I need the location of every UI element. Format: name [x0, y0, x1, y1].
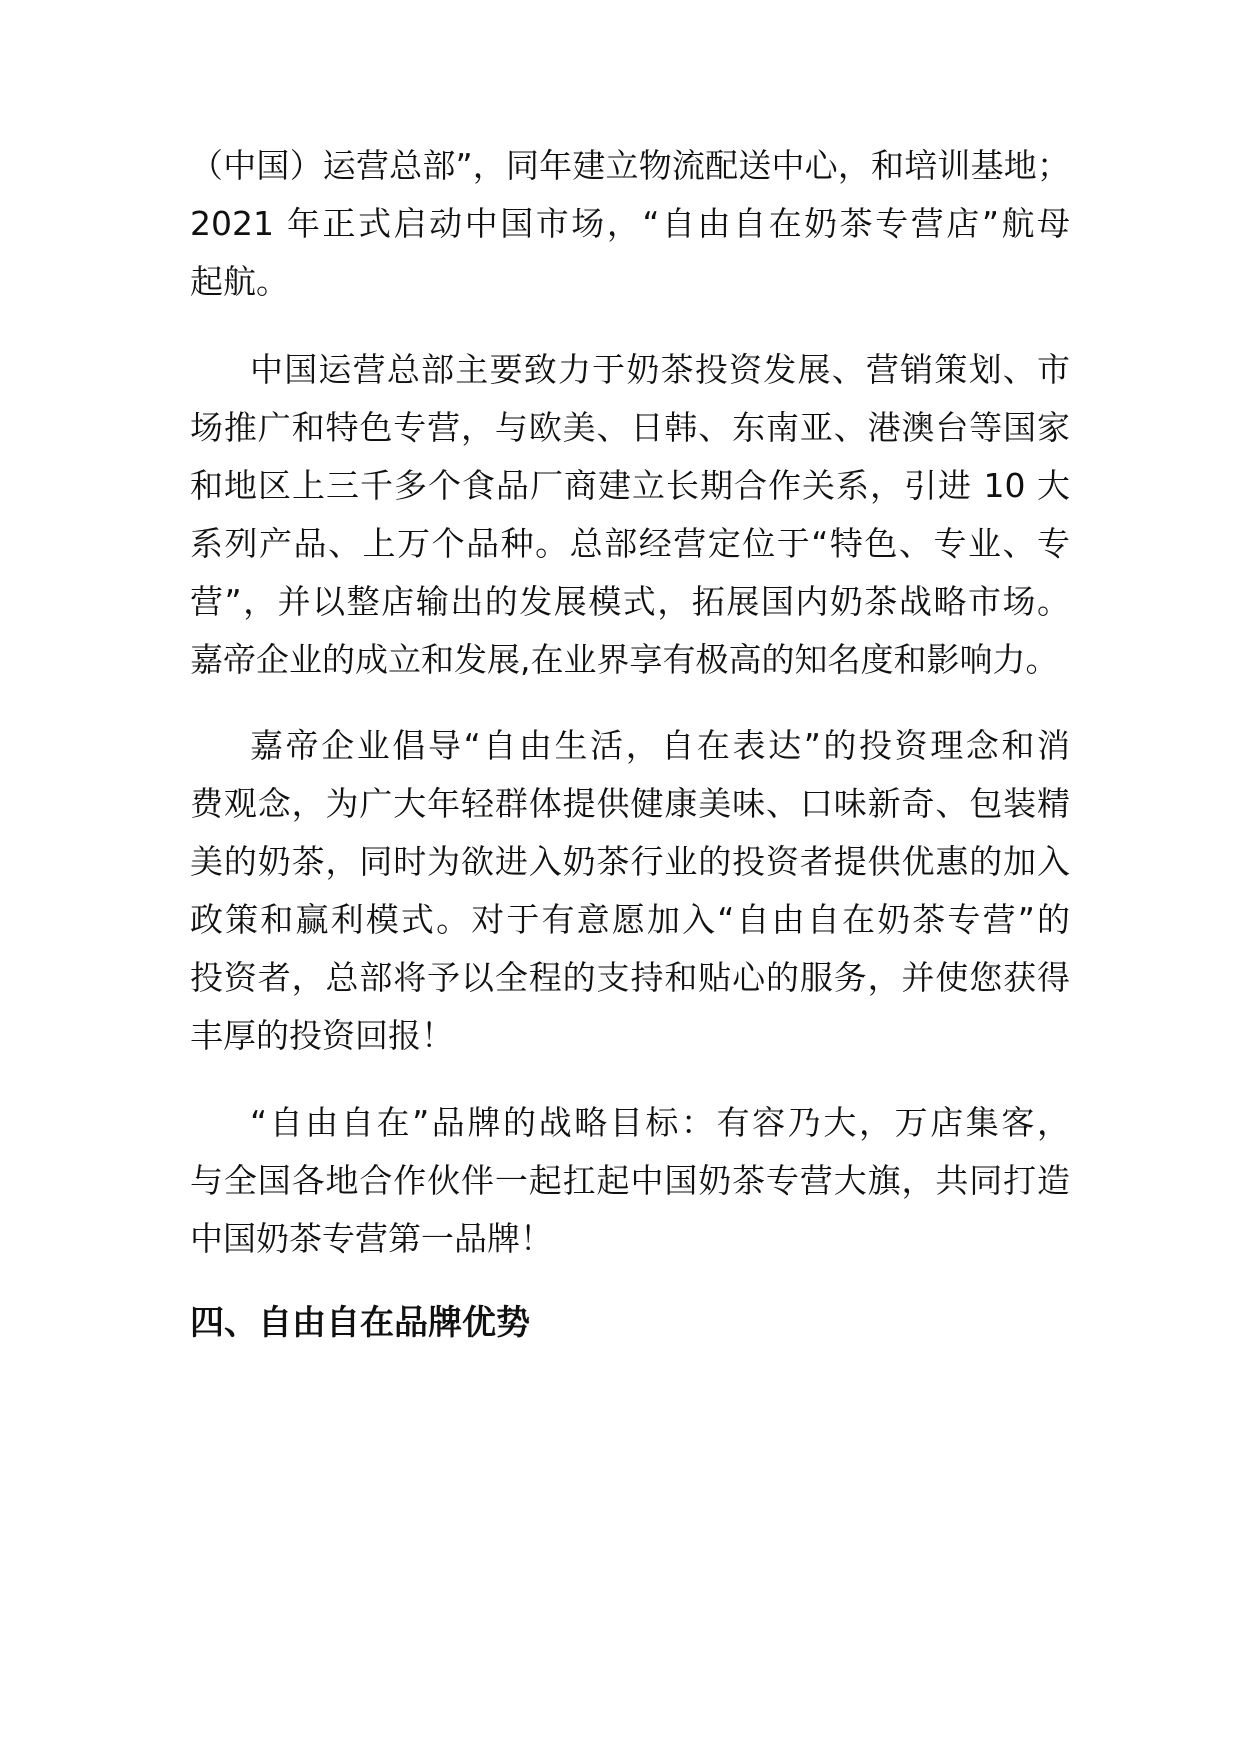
paragraph-line: （中国）运营总部”，同年建立物流配送中心，和培训基地； [190, 146, 1070, 185]
paragraph-line: 中国奶茶专营第一品牌！ [190, 1219, 553, 1258]
paragraph-line: 费观念，为广大年轻群体提供健康美味、口味新奇、包装精 [190, 784, 1070, 823]
paragraph-line: 场推广和特色专营，与欧美、日韩、东南亚、港澳台等国家 [190, 408, 1070, 447]
paragraph-line: 起航。 [190, 262, 289, 301]
paragraph-line: 与全国各地合作伙伴一起扛起中国奶茶专营大旗，共同打造 [190, 1161, 1070, 1200]
paragraph-line: 2021 年正式启动中国市场，“自由自在奶茶专营店”航母 [190, 204, 1070, 243]
paragraph-line: “自由自在”品牌的战略目标：有容乃大，万店集客， [250, 1103, 1070, 1142]
paragraph-line: 投资者，总部将予以全程的支持和贴心的服务，并使您获得 [190, 958, 1070, 997]
section-heading: 四、自由自在品牌优势 [190, 1303, 530, 1343]
paragraph-line: 美的奶茶，同时为欲进入奶茶行业的投资者提供优惠的加入 [190, 842, 1070, 881]
paragraph-line: 嘉帝企业的成立和发展,在业界享有极高的知名度和影响力。 [190, 640, 1059, 679]
paragraph-line: 政策和赢利模式。对于有意愿加入“自由自在奶茶专营”的 [190, 900, 1070, 939]
paragraph-line: 营”，并以整店输出的发展模式，拓展国内奶茶战略市场。 [190, 582, 1070, 621]
paragraph-line: 和地区上三千多个食品厂商建立长期合作关系，引进 10 大 [190, 466, 1070, 505]
paragraph-line: 中国运营总部主要致力于奶茶投资发展、营销策划、市 [250, 350, 1070, 389]
paragraph-line: 丰厚的投资回报！ [190, 1016, 454, 1055]
paragraph-line: 嘉帝企业倡导“自由生活，自在表达”的投资理念和消 [250, 726, 1070, 765]
paragraph-line: 系列产品、上万个品种。总部经营定位于“特色、专业、专 [190, 524, 1070, 563]
